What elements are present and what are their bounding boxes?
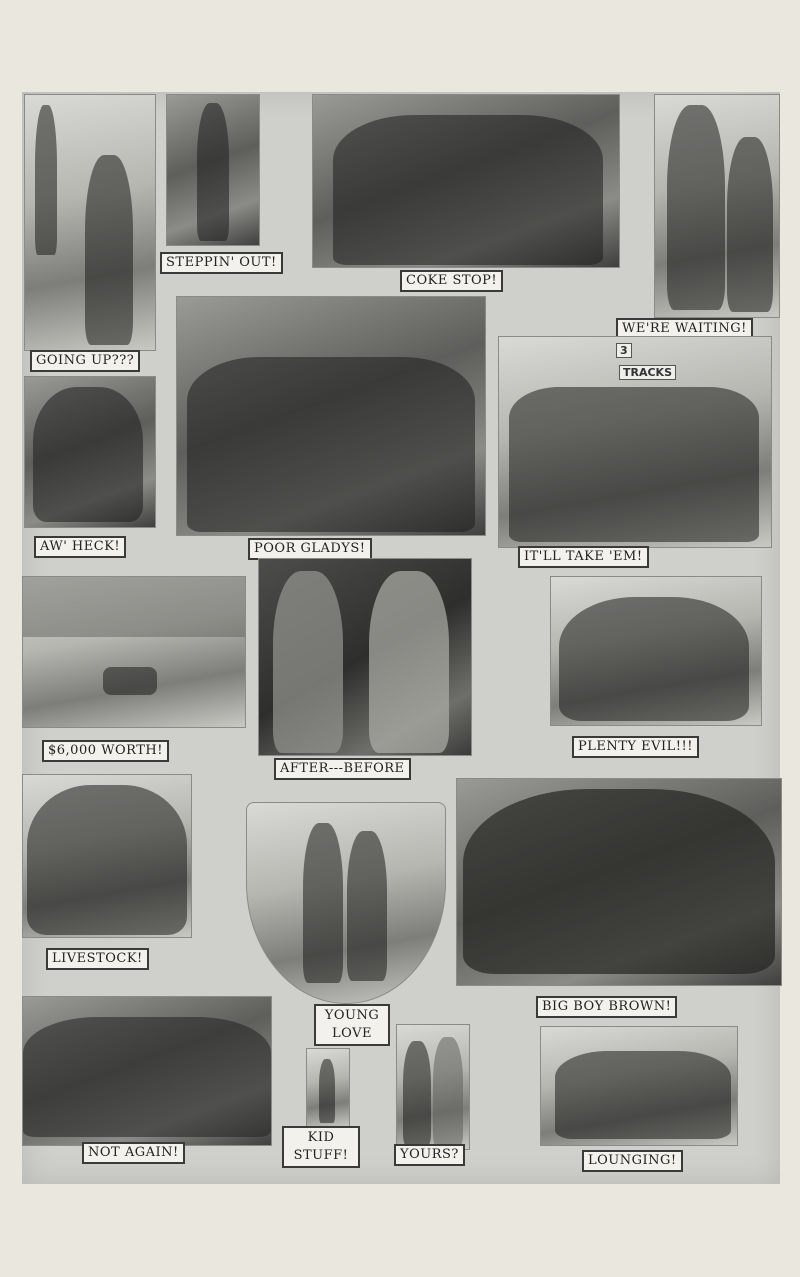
photo-were-waiting (654, 94, 780, 318)
photo-big-boy-brown (456, 778, 782, 986)
caption-poor-gladys: POOR GLADYS! (248, 538, 372, 560)
caption-coke-stop: COKE STOP! (400, 270, 503, 292)
tracks-sign: TRACKS (619, 365, 676, 380)
person-figure (403, 1041, 431, 1146)
person-figure (197, 103, 229, 241)
photo-after-before (258, 558, 472, 756)
photo-aw-heck (24, 376, 156, 528)
caption-going-up: GOING UP??? (30, 350, 140, 372)
caption-lounging: LOUNGING! (582, 1150, 683, 1172)
group-figure (559, 597, 749, 721)
photo-lounging (540, 1026, 738, 1146)
caption-kid-stuff: KID STUFF! (282, 1126, 360, 1168)
caption-livestock: LIVESTOCK! (46, 948, 149, 970)
caption-were-waiting: WE'RE WAITING! (616, 318, 753, 340)
caption-steppin-out: STEPPIN' OUT! (160, 252, 283, 274)
person-figure (303, 823, 343, 983)
person-figure (35, 105, 57, 255)
group-figure (27, 785, 187, 935)
photo-going-up (24, 94, 156, 351)
photo-poor-gladys (176, 296, 486, 536)
group-figure (333, 115, 603, 265)
photo-steppin-out (166, 94, 260, 246)
person-figure (667, 105, 725, 310)
photo-itll-take-em (498, 336, 772, 548)
caption-yours: YOURS? (394, 1144, 465, 1166)
car-figure (103, 667, 157, 695)
person-figure (319, 1059, 335, 1123)
photo-livestock (22, 774, 192, 938)
car-figure (23, 1017, 271, 1137)
photo-kid-stuff (306, 1048, 350, 1128)
photo-not-again (22, 996, 272, 1146)
person-figure (369, 571, 449, 753)
person-figure (727, 137, 773, 312)
person-figure (433, 1037, 463, 1147)
caption-plenty-evil: PLENTY EVIL!!! (572, 736, 699, 758)
caption-itll-take-em: IT'LL TAKE 'EM! (518, 546, 649, 568)
person-figure (85, 155, 133, 345)
caption-after-before: AFTER---BEFORE (274, 758, 411, 780)
photo-six-thousand-worth (22, 576, 246, 728)
person-figure (347, 831, 387, 981)
caption-aw-heck: AW' HECK! (34, 536, 126, 558)
group-figure (509, 387, 759, 542)
group-figure (187, 357, 475, 532)
group-figure (555, 1051, 731, 1139)
person-figure (273, 571, 343, 753)
photo-young-love (246, 802, 446, 1004)
photo-coke-stop (312, 94, 620, 268)
tracks-number-sign: 3 (616, 343, 632, 358)
caption-big-boy-brown: BIG BOY BROWN! (536, 996, 677, 1018)
photo-yours (396, 1024, 470, 1150)
car-figure (463, 789, 775, 974)
caption-six-thousand-worth: $6,000 WORTH! (42, 740, 169, 762)
caption-not-again: NOT AGAIN! (82, 1142, 185, 1164)
barn-figure (23, 577, 245, 637)
group-figure (33, 387, 143, 522)
caption-young-love: YOUNG LOVE (314, 1004, 390, 1046)
yearbook-page (22, 92, 780, 1184)
photo-plenty-evil (550, 576, 762, 726)
